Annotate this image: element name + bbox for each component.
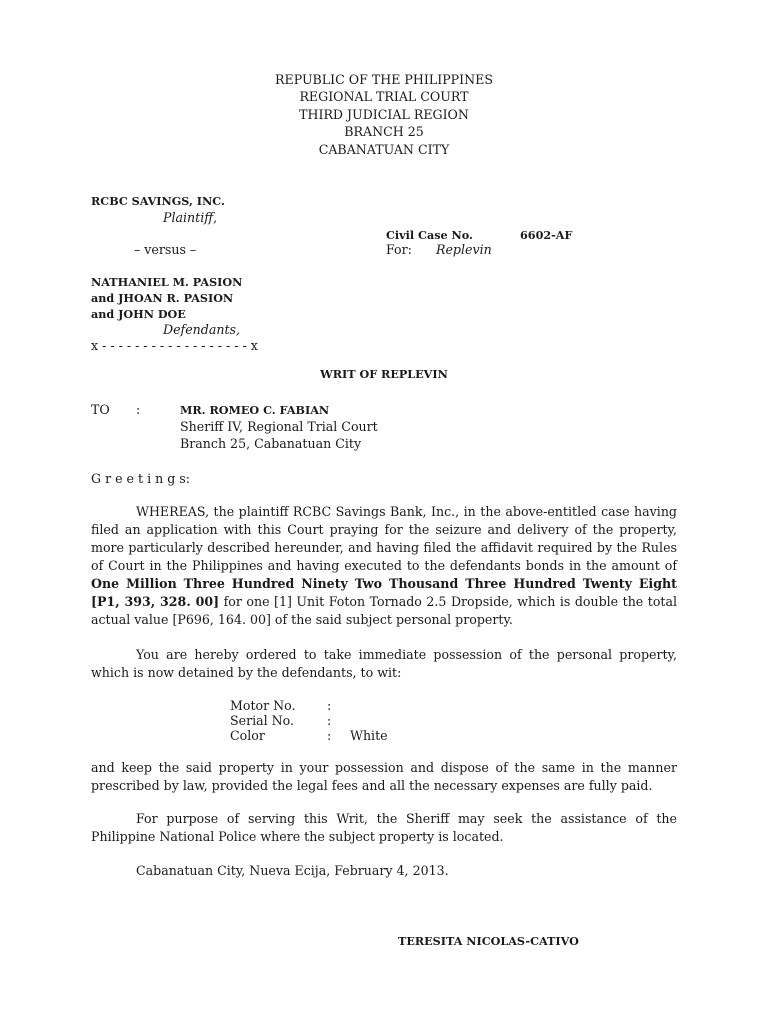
defendant-2: and JHOAN R. PASION: [91, 291, 234, 305]
addressee-name: MR. ROMEO C. FABIAN: [180, 403, 330, 417]
plaintiff-name: RCBC SAVINGS, INC.: [91, 194, 225, 208]
property-sep-color: :: [327, 728, 332, 743]
plaintiff-role-punct: ,: [213, 210, 218, 225]
order-paragraph: [91, 646, 677, 682]
purpose-text: For purpose of serving this Writ, the Sheriff may seek the assistance of the Philippine National Police where the subject property is located.: [91, 811, 677, 844]
defendants-role: Defendants,: [163, 322, 240, 337]
to-label: TO: [91, 402, 110, 417]
signatory-name: TERESITA NICOLAS-CATIVO: [398, 934, 579, 948]
defendant-3: and JOHN DOE: [91, 307, 186, 321]
whereas-text-pre: WHEREAS, the plaintiff RCBC Savings Bank, Inc., in the above-entitled case having filed an application with this Court praying for the seizure and delivery of the property, more particularly described hereunder, and having filed the affidavit required by the Rules of Court in the Philippines and having executed to the defendants bonds in the amount of: [91, 504, 677, 573]
keep-paragraph: and keep the said property in your possession and dispose of the same in the manner prescribed by law, provided the legal fees and all the necessary expenses are fully paid.: [91, 760, 677, 793]
purpose-paragraph: [91, 810, 677, 846]
defendant-1: NATHANIEL M. PASION: [91, 275, 243, 289]
versus-text: – versus –: [134, 242, 197, 257]
date-line: Cabanatuan City, Nueva Ecija, February 4, 2013.: [136, 863, 449, 878]
whereas-text-post: for one [1] Unit Foton Tornado 2.5 Dropside, which is double the total actual value [P696, 164. 00] of the said subject personal property.: [91, 594, 678, 627]
property-value-color: White: [350, 728, 388, 743]
property-sep-motor: :: [327, 698, 332, 713]
plaintiff-role: Plaintiff: [163, 210, 214, 225]
addressee-title: Sheriff IV, Regional Trial Court: [180, 419, 378, 434]
header-court: REGIONAL TRIAL COURT: [299, 89, 469, 104]
civil-case-number: 6602-AF: [520, 228, 573, 242]
bond-amount: One Million Three Hundred Ninety Two Thousand Three Hundred Twenty Eight [P1, 393, 328. 00]: [91, 576, 677, 609]
civil-case-label: Civil Case No.: [386, 228, 473, 242]
whereas-paragraph: [91, 503, 677, 629]
order-text: You are hereby ordered to take immediate possession of the personal property, which is now detained by the defendants, to wit:: [91, 647, 677, 680]
caption-separator: x - - - - - - - - - - - - - - - - - - x: [91, 338, 258, 353]
plaintiff-role-line: [163, 210, 217, 225]
for-value: Replevin: [436, 242, 492, 257]
for-label: For:: [386, 242, 412, 257]
header-republic: REPUBLIC OF THE PHILIPPINES: [275, 72, 493, 87]
addressee-branch: Branch 25, Cabanatuan City: [180, 436, 362, 451]
property-sep-serial: :: [327, 713, 332, 728]
header-city: CABANATUAN CITY: [318, 142, 450, 157]
greetings: G r e e t i n g s:: [91, 471, 190, 486]
property-label-motor: Motor No.: [230, 698, 296, 713]
header-region: THIRD JUDICIAL REGION: [299, 107, 469, 122]
document-title: WRIT OF REPLEVIN: [320, 367, 448, 381]
property-label-color: Color: [230, 728, 265, 743]
to-colon: :: [136, 402, 141, 417]
header-branch: BRANCH 25: [344, 124, 424, 139]
property-label-serial: Serial No.: [230, 713, 295, 728]
